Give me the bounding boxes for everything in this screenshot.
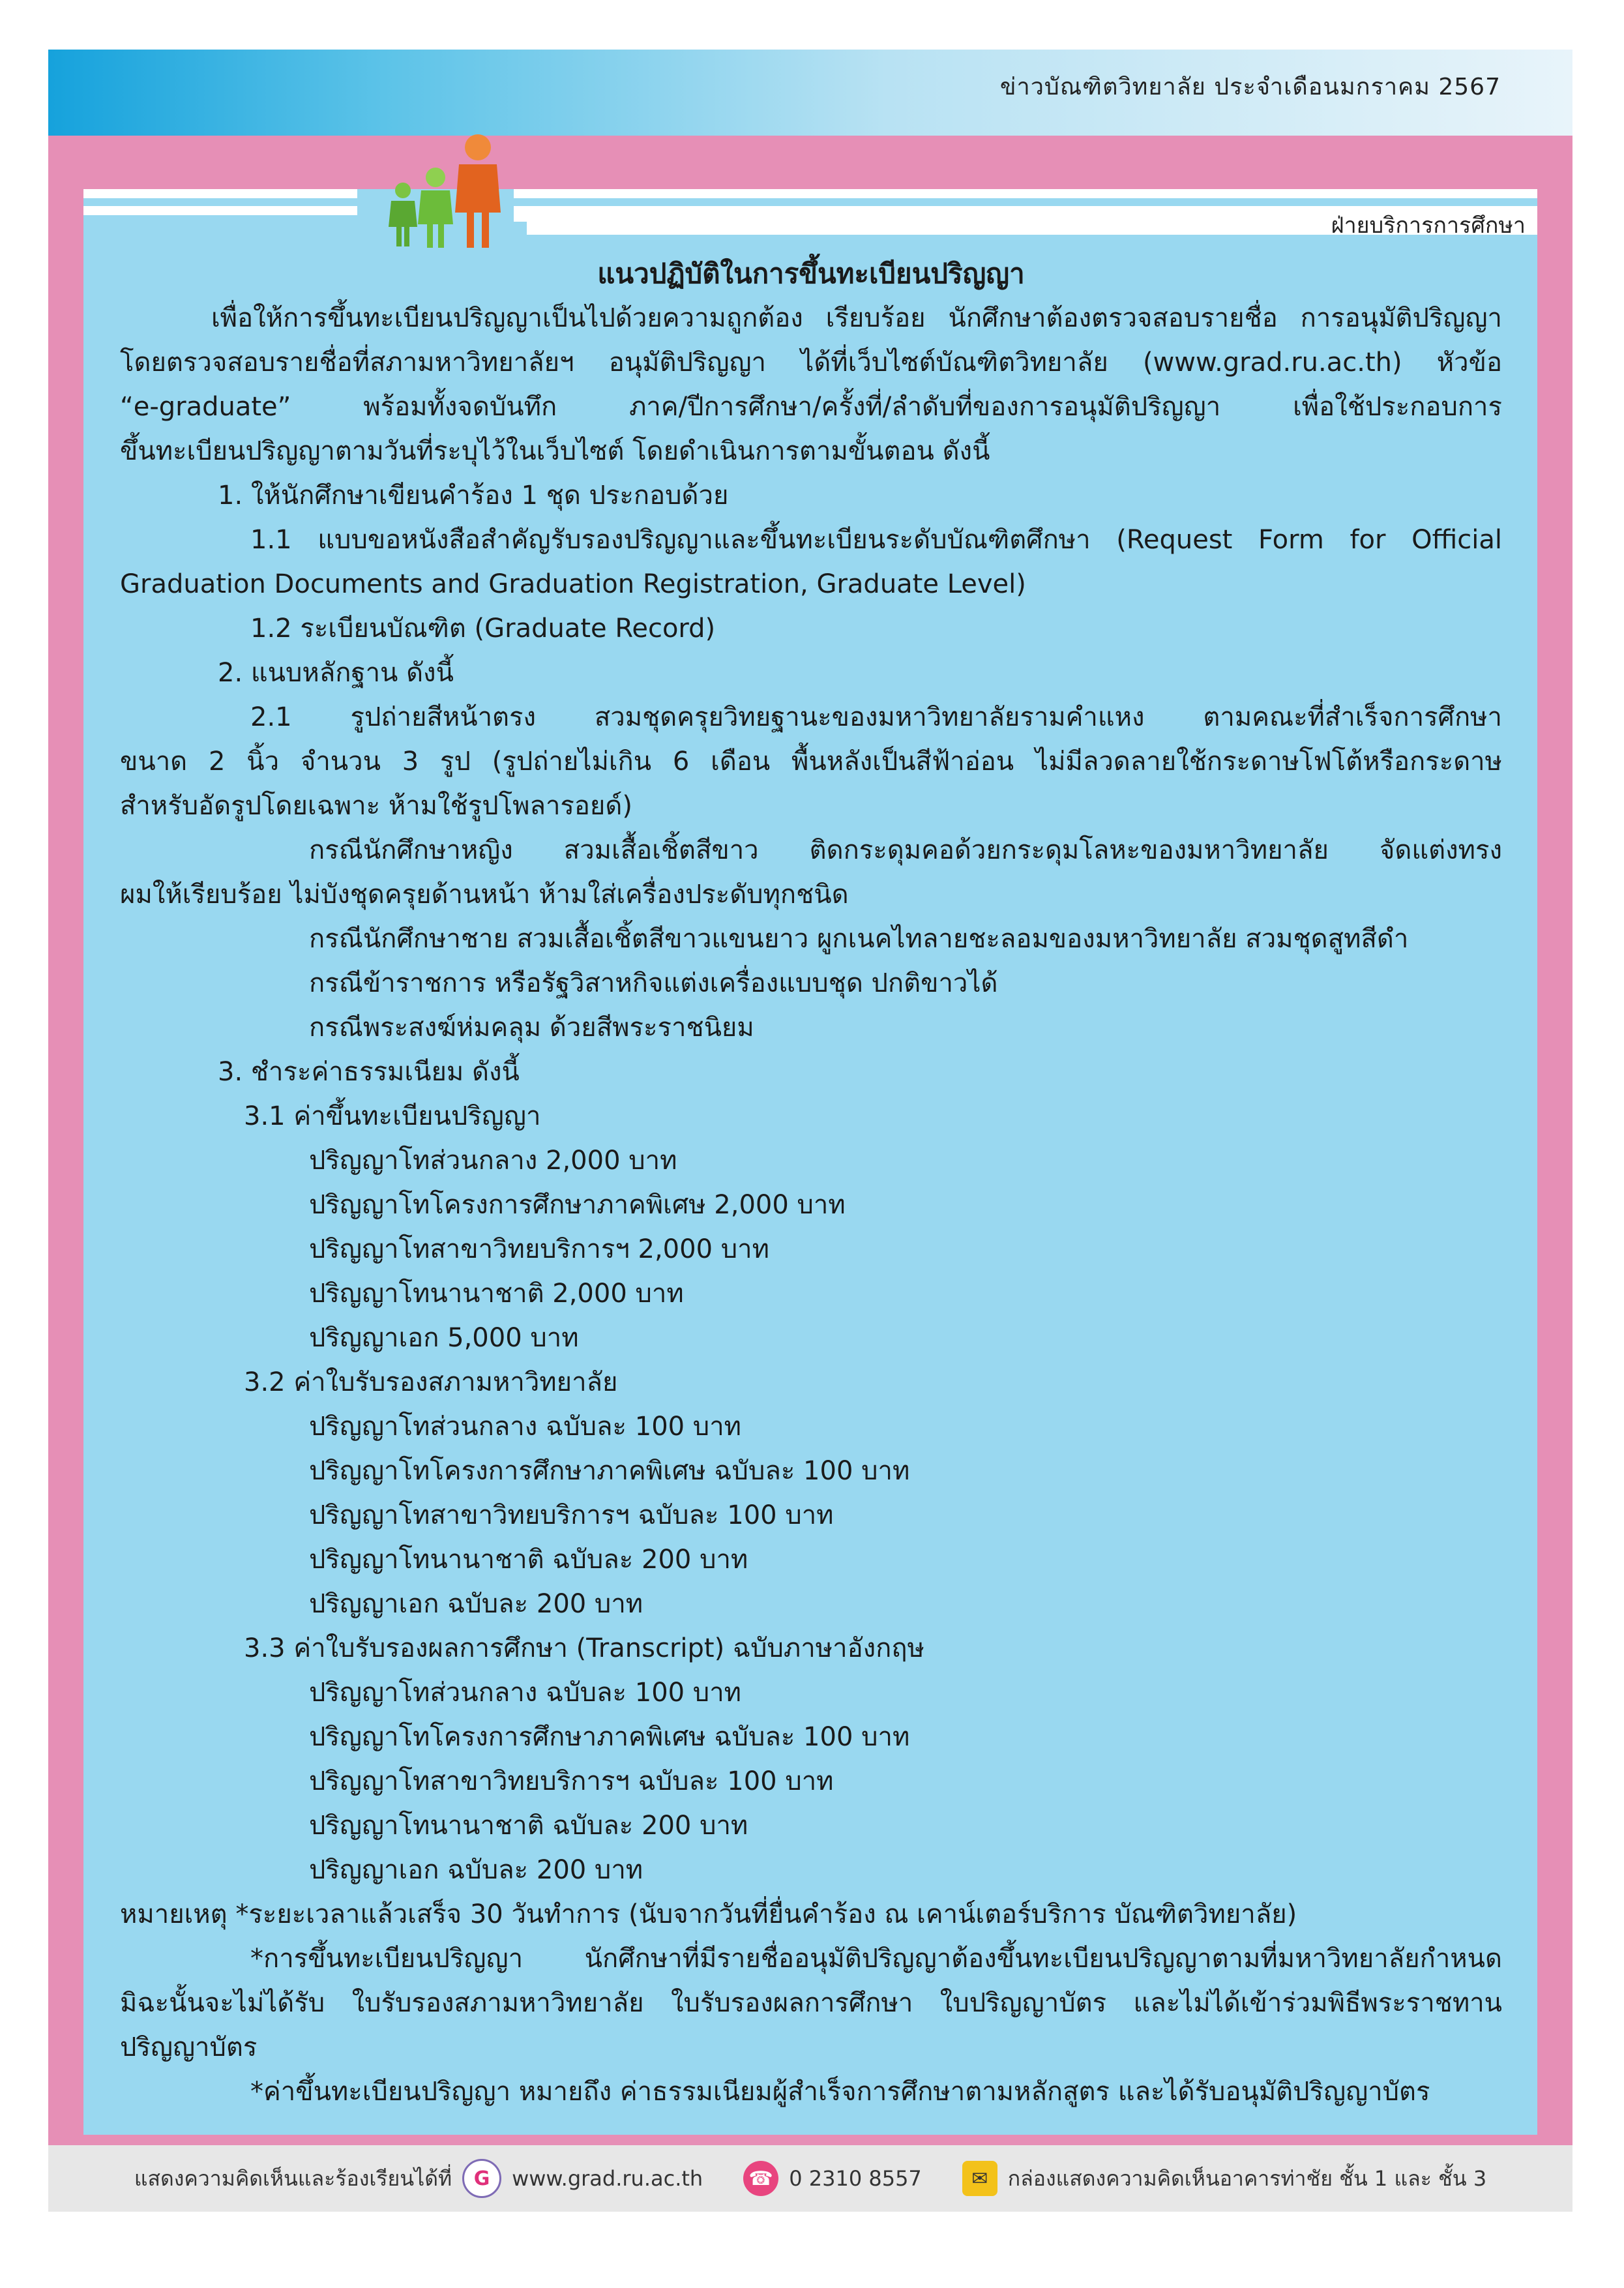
header-bar: [48, 50, 1572, 136]
dress-monk: กรณีพระสงฆ์ห่มคลุม ด้วยสีพระราชนิยม: [309, 1013, 754, 1043]
fee-item: ปริญญาโทนานาชาติ ฉบับละ 200 บาท: [309, 1811, 748, 1841]
note: หมายเหตุ *ระยะเวลาแล้วเสร็จ 30 วันทำการ (นับจากวันที่ยื่นคำร้อง ณ เคาน์เตอร์บริการ บัณฑิตวิทยาลัย): [120, 1899, 1297, 1929]
department-label-box: [514, 206, 1537, 239]
footer-website-link[interactable]: www.grad.ru.ac.th: [512, 2166, 703, 2191]
fee-heading: 3.1 ค่าขึ้นทะเบียนปริญญา: [244, 1101, 541, 1131]
intro-line: “e-graduate” พร้อมทั้งจดบันทึก ภาค/ปีการศึกษา/ครั้งที่/ลำดับที่ของการอนุมัติปริญญา เพื่อใช้ประกอบการ: [120, 392, 1502, 422]
note: *ค่าขึ้นทะเบียนปริญญา หมายถึง ค่าธรรมเนียมผู้สำเร็จการศึกษาตามหลักสูตร และได้รับอนุมัติปริญญาบัตร: [250, 2077, 1430, 2107]
graduates-logo-icon: [357, 130, 527, 248]
note: ปริญญาบัตร: [120, 2032, 258, 2062]
footer-comment-box: กล่องแสดงความคิดเห็นอาคารท่าชัย ชั้น 1 และ ชั้น 3: [1007, 2165, 1487, 2191]
fee-item: ปริญญาโทสาขาวิทยบริการฯ 2,000 บาท: [309, 1234, 769, 1264]
fee-item: ปริญญาโทสาขาวิทยบริการฯ ฉบับละ 100 บาท: [309, 1766, 834, 1796]
content-panel: [83, 189, 1537, 2135]
step1-item: 1.2 ระเบียนบัณฑิต (Graduate Record): [250, 614, 716, 644]
fee-heading: 3.2 ค่าใบรับรองสภามหาวิทยาลัย: [244, 1367, 618, 1397]
step2-item: ขนาด 2 นิ้ว จำนวน 3 รูป (รูปถ่ายไม่เกิน 6 เดือน พื้นหลังเป็นสีฟ้าอ่อน ไม่มีลวดลายใช้กระดาษโฟโต้หรือกระดาษ: [120, 747, 1502, 777]
fee-item: ปริญญาเอก 5,000 บาท: [309, 1323, 579, 1353]
fee-item: ปริญญาโทโครงการศึกษาภาคพิเศษ 2,000 บาท: [309, 1190, 846, 1220]
step1-item: 1.1 แบบขอหนังสือสำคัญรับรองปริญญาและขึ้นทะเบียนระดับบัณฑิตศึกษา (Request Form for Official: [250, 525, 1502, 555]
footer-lead: แสดงความคิดเห็นและร้องเรียนได้ที่: [134, 2165, 452, 2191]
step3-heading: 3. ชำระค่าธรรมเนียม ดังนี้: [218, 1057, 520, 1087]
fee-item: ปริญญาโทสาขาวิทยบริการฯ ฉบับละ 100 บาท: [309, 1500, 834, 1530]
decor-stripe: [83, 189, 357, 198]
fee-item: ปริญญาเอก ฉบับละ 200 บาท: [309, 1855, 643, 1885]
note: มิฉะนั้นจะไม่ได้รับ ใบรับรองสภามหาวิทยาลัย ใบรับรองผลการศึกษา ใบปริญญาบัตร และไม่ได้เข้าร่วมพิธีพระราชทาน: [120, 1988, 1502, 2018]
article-title: แนวปฏิบัติในการขึ้นทะเบียนปริญญา: [597, 258, 1025, 290]
fee-heading: 3.3 ค่าใบรับรองผลการศึกษา (Transcript) ฉบับภาษาอังกฤษ: [244, 1633, 924, 1663]
step1-item: Graduation Documents and Graduation Registration, Graduate Level): [120, 569, 1026, 599]
dress-female: ผมให้เรียบร้อย ไม่บังชุดครุยด้านหน้า ห้ามใส่เครื่องประดับทุกชนิด: [120, 880, 849, 910]
fee-item: ปริญญาโทส่วนกลาง ฉบับละ 100 บาท: [309, 1412, 742, 1442]
web-icon: G: [462, 2159, 501, 2198]
step1-heading: 1. ให้นักศึกษาเขียนคำร้อง 1 ชุด ประกอบด้วย: [218, 481, 729, 511]
fee-item: ปริญญาโทโครงการศึกษาภาคพิเศษ ฉบับละ 100 บาท: [309, 1722, 910, 1752]
footer-contact: [48, 2145, 1572, 2212]
dress-female: กรณีนักศึกษาหญิง สวมเสื้อเชิ้ตสีขาว ติดกระดุมคอด้วยกระดุมโลหะของมหาวิทยาลัย จัดแต่งทรง: [309, 835, 1502, 865]
intro-line: โดยตรวจสอบรายชื่อที่สภามหาวิทยาลัยฯ อนุมัติปริญญา ได้ที่เว็บไซต์บัณฑิตวิทยาลัย (www.grad.ru.ac.th) หัวข้อ: [120, 348, 1502, 378]
phone-icon: ☎: [743, 2161, 778, 2196]
intro-line: ขึ้นทะเบียนปริญญาตามวันที่ระบุไว้ในเว็บไซต์ โดยดำเนินการตามขั้นตอน ดังนี้: [120, 436, 990, 466]
dress-male: กรณีนักศึกษาชาย สวมเสื้อเชิ้ตสีขาวแขนยาว ผูกเนคไทลายชะลอมของมหาวิทยาลัย สวมชุดสูทสีดำ: [309, 924, 1409, 954]
fee-item: ปริญญาโทส่วนกลาง 2,000 บาท: [309, 1146, 677, 1176]
step2-heading: 2. แนบหลักฐาน ดังนี้: [218, 658, 454, 688]
decor-stripe: [514, 189, 1537, 198]
department-label: ฝ่ายบริการการศึกษา: [1331, 213, 1526, 239]
fee-item: ปริญญาโทส่วนกลาง ฉบับละ 100 บาท: [309, 1678, 742, 1708]
fee-item: ปริญญาโทนานาชาติ 2,000 บาท: [309, 1279, 684, 1309]
article-body: [120, 252, 1502, 2114]
dress-official: กรณีข้าราชการ หรือรัฐวิสาหกิจแต่งเครื่องแบบชุด ปกติขาวได้: [309, 968, 998, 998]
intro-line: เพื่อให้การขึ้นทะเบียนปริญญาเป็นไปด้วยความถูกต้อง เรียบร้อย นักศึกษาต้องตรวจสอบรายชื่อ การอนุมัติปริญญา: [211, 303, 1502, 333]
step2-item: สำหรับอัดรูปโดยเฉพาะ ห้ามใช้รูปโพลารอยด์): [120, 791, 632, 821]
decor-stripe: [83, 206, 357, 215]
newsletter-title: ข่าวบัณฑิตวิทยาลัย ประจำเดือนมกราคม 2567: [999, 74, 1501, 100]
fee-item: ปริญญาเอก ฉบับละ 200 บาท: [309, 1589, 643, 1619]
comment-box-icon: ✉: [962, 2161, 997, 2196]
step2-item: 2.1 รูปถ่ายสีหน้าตรง สวมชุดครุยวิทยฐานะของมหาวิทยาลัยรามคำแหง ตามคณะที่สำเร็จการศึกษา: [250, 702, 1502, 732]
footer-phone[interactable]: 0 2310 8557: [789, 2166, 922, 2191]
fee-item: ปริญญาโทนานาชาติ ฉบับละ 200 บาท: [309, 1545, 748, 1575]
fee-item: ปริญญาโทโครงการศึกษาภาคพิเศษ ฉบับละ 100 บาท: [309, 1456, 910, 1486]
note: *การขึ้นทะเบียนปริญญา นักศึกษาที่มีรายชื่ออนุมัติปริญญาต้องขึ้นทะเบียนปริญญาตามที่มหาวิทยาลัยกำหนด: [250, 1944, 1502, 1974]
footer-bar: [48, 2145, 1572, 2212]
